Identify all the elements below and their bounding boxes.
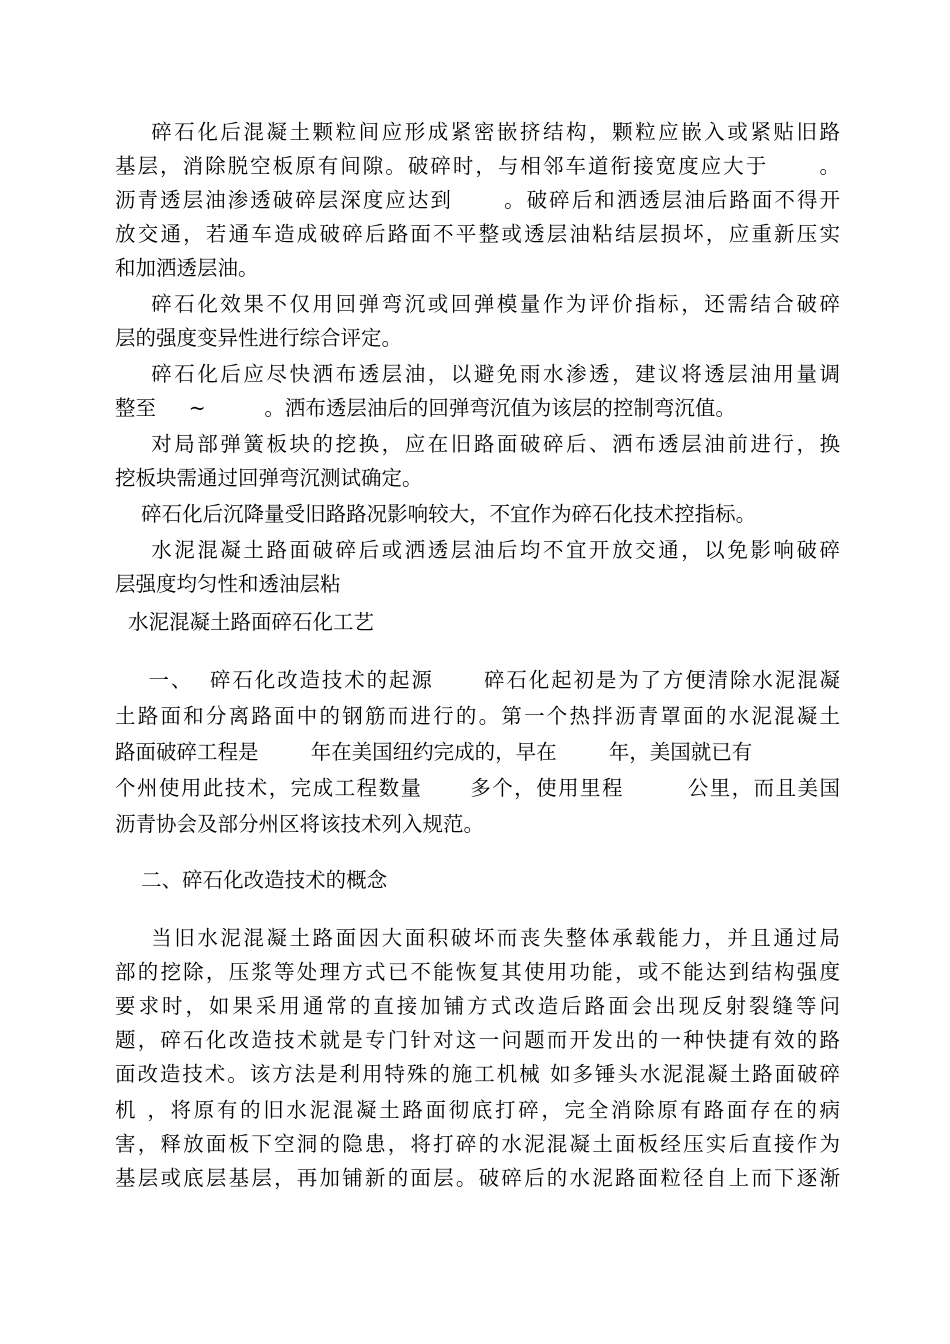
paragraph-line: 当旧水泥混凝土路面因大面积破坏而丧失整体承载能力，并且通过局 bbox=[115, 926, 840, 950]
paragraph-line: 题，碎石化改造技术就是专门针对这一问题而开发出的一种快捷有效的路 bbox=[115, 1028, 840, 1052]
paragraph-line: 土路面和分离路面中的钢筋而进行的。第一个热拌沥青罩面的水泥混凝土 bbox=[115, 704, 840, 728]
paragraph-line: 沥青透层油渗透破碎层深度应达到 。破碎后和洒透层油后路面不得开 bbox=[115, 188, 840, 212]
section-title: 水泥混凝土路面碎石化工艺 bbox=[115, 610, 375, 634]
paragraph-line: 层的强度变异性进行综合评定。 bbox=[115, 326, 402, 350]
paragraph-line: 放交通，若通车造成破碎后路面不平整或透层油粘结层损坏，应重新压实 bbox=[115, 222, 840, 246]
paragraph-line: 路面破碎工程是 年在美国纽约完成的，早在 年，美国就已有 bbox=[115, 740, 753, 764]
section-heading: 二、碎石化改造技术的概念 bbox=[115, 868, 388, 892]
paragraph-line: 整至 ~ 。洒布透层油后的回弹弯沉值为该层的控制弯沉值。 bbox=[115, 396, 736, 420]
paragraph-line: 碎石化后应尽快洒布透层油，以避免雨水渗透，建议将透层油用量调 bbox=[115, 362, 840, 386]
paragraph-line: 碎石化效果不仅用回弹弯沉或回弹模量作为评价指标，还需结合破碎 bbox=[115, 292, 840, 316]
paragraph-line: 基层或底层基层，再加铺新的面层。破碎后的水泥路面粒径自上而下逐渐 bbox=[115, 1166, 840, 1190]
paragraph-line: 机 ，将原有的旧水泥混凝土路面彻底打碎，完全消除原有路面存在的病 bbox=[115, 1098, 840, 1122]
paragraph-line: 要求时，如果采用通常的直接加铺方式改造后路面会出现反射裂缝等问 bbox=[115, 994, 840, 1018]
paragraph-line: 个州使用此技术，完成工程数量 多个，使用里程 公里，而且美国 bbox=[115, 776, 840, 800]
paragraph-line: 害，释放面板下空洞的隐患，将打碎的水泥混凝土面板经压实后直接作为 bbox=[115, 1132, 840, 1156]
paragraph-line: 基层，消除脱空板原有间隙。破碎时，与相邻车道衔接宽度应大于 。 bbox=[115, 154, 840, 178]
paragraph-line: 和加洒透层油。 bbox=[115, 256, 259, 280]
paragraph-line: 一、 碎石化改造技术的起源 碎石化起初是为了方便清除水泥混凝 bbox=[115, 668, 840, 692]
paragraph-line: 面改造技术。该方法是利用特殊的施工机械 如多锤头水泥混凝土路面破碎 bbox=[115, 1062, 840, 1086]
paragraph-line: 挖板块需通过回弹弯沉测试确定。 bbox=[115, 466, 423, 490]
paragraph-line: 对局部弹簧板块的挖换，应在旧路面破碎后、洒布透层油前进行，换 bbox=[115, 432, 840, 456]
paragraph-line: 沥青协会及部分州区将该技术列入规范。 bbox=[115, 812, 484, 836]
paragraph-line: 碎石化后沉降量受旧路路况影响较大，不宜作为碎石化技术控指标。 bbox=[115, 502, 757, 526]
paragraph-line: 碎石化后混凝土颗粒间应形成紧密嵌挤结构，颗粒应嵌入或紧贴旧路 bbox=[115, 120, 840, 144]
paragraph-line: 层强度均匀性和透油层粘 bbox=[115, 572, 341, 596]
paragraph-line: 水泥混凝土路面破碎后或洒透层油后均不宜开放交通，以免影响破碎 bbox=[115, 538, 840, 562]
paragraph-line: 部的挖除，压浆等处理方式已不能恢复其使用功能，或不能达到结构强度 bbox=[115, 960, 840, 984]
